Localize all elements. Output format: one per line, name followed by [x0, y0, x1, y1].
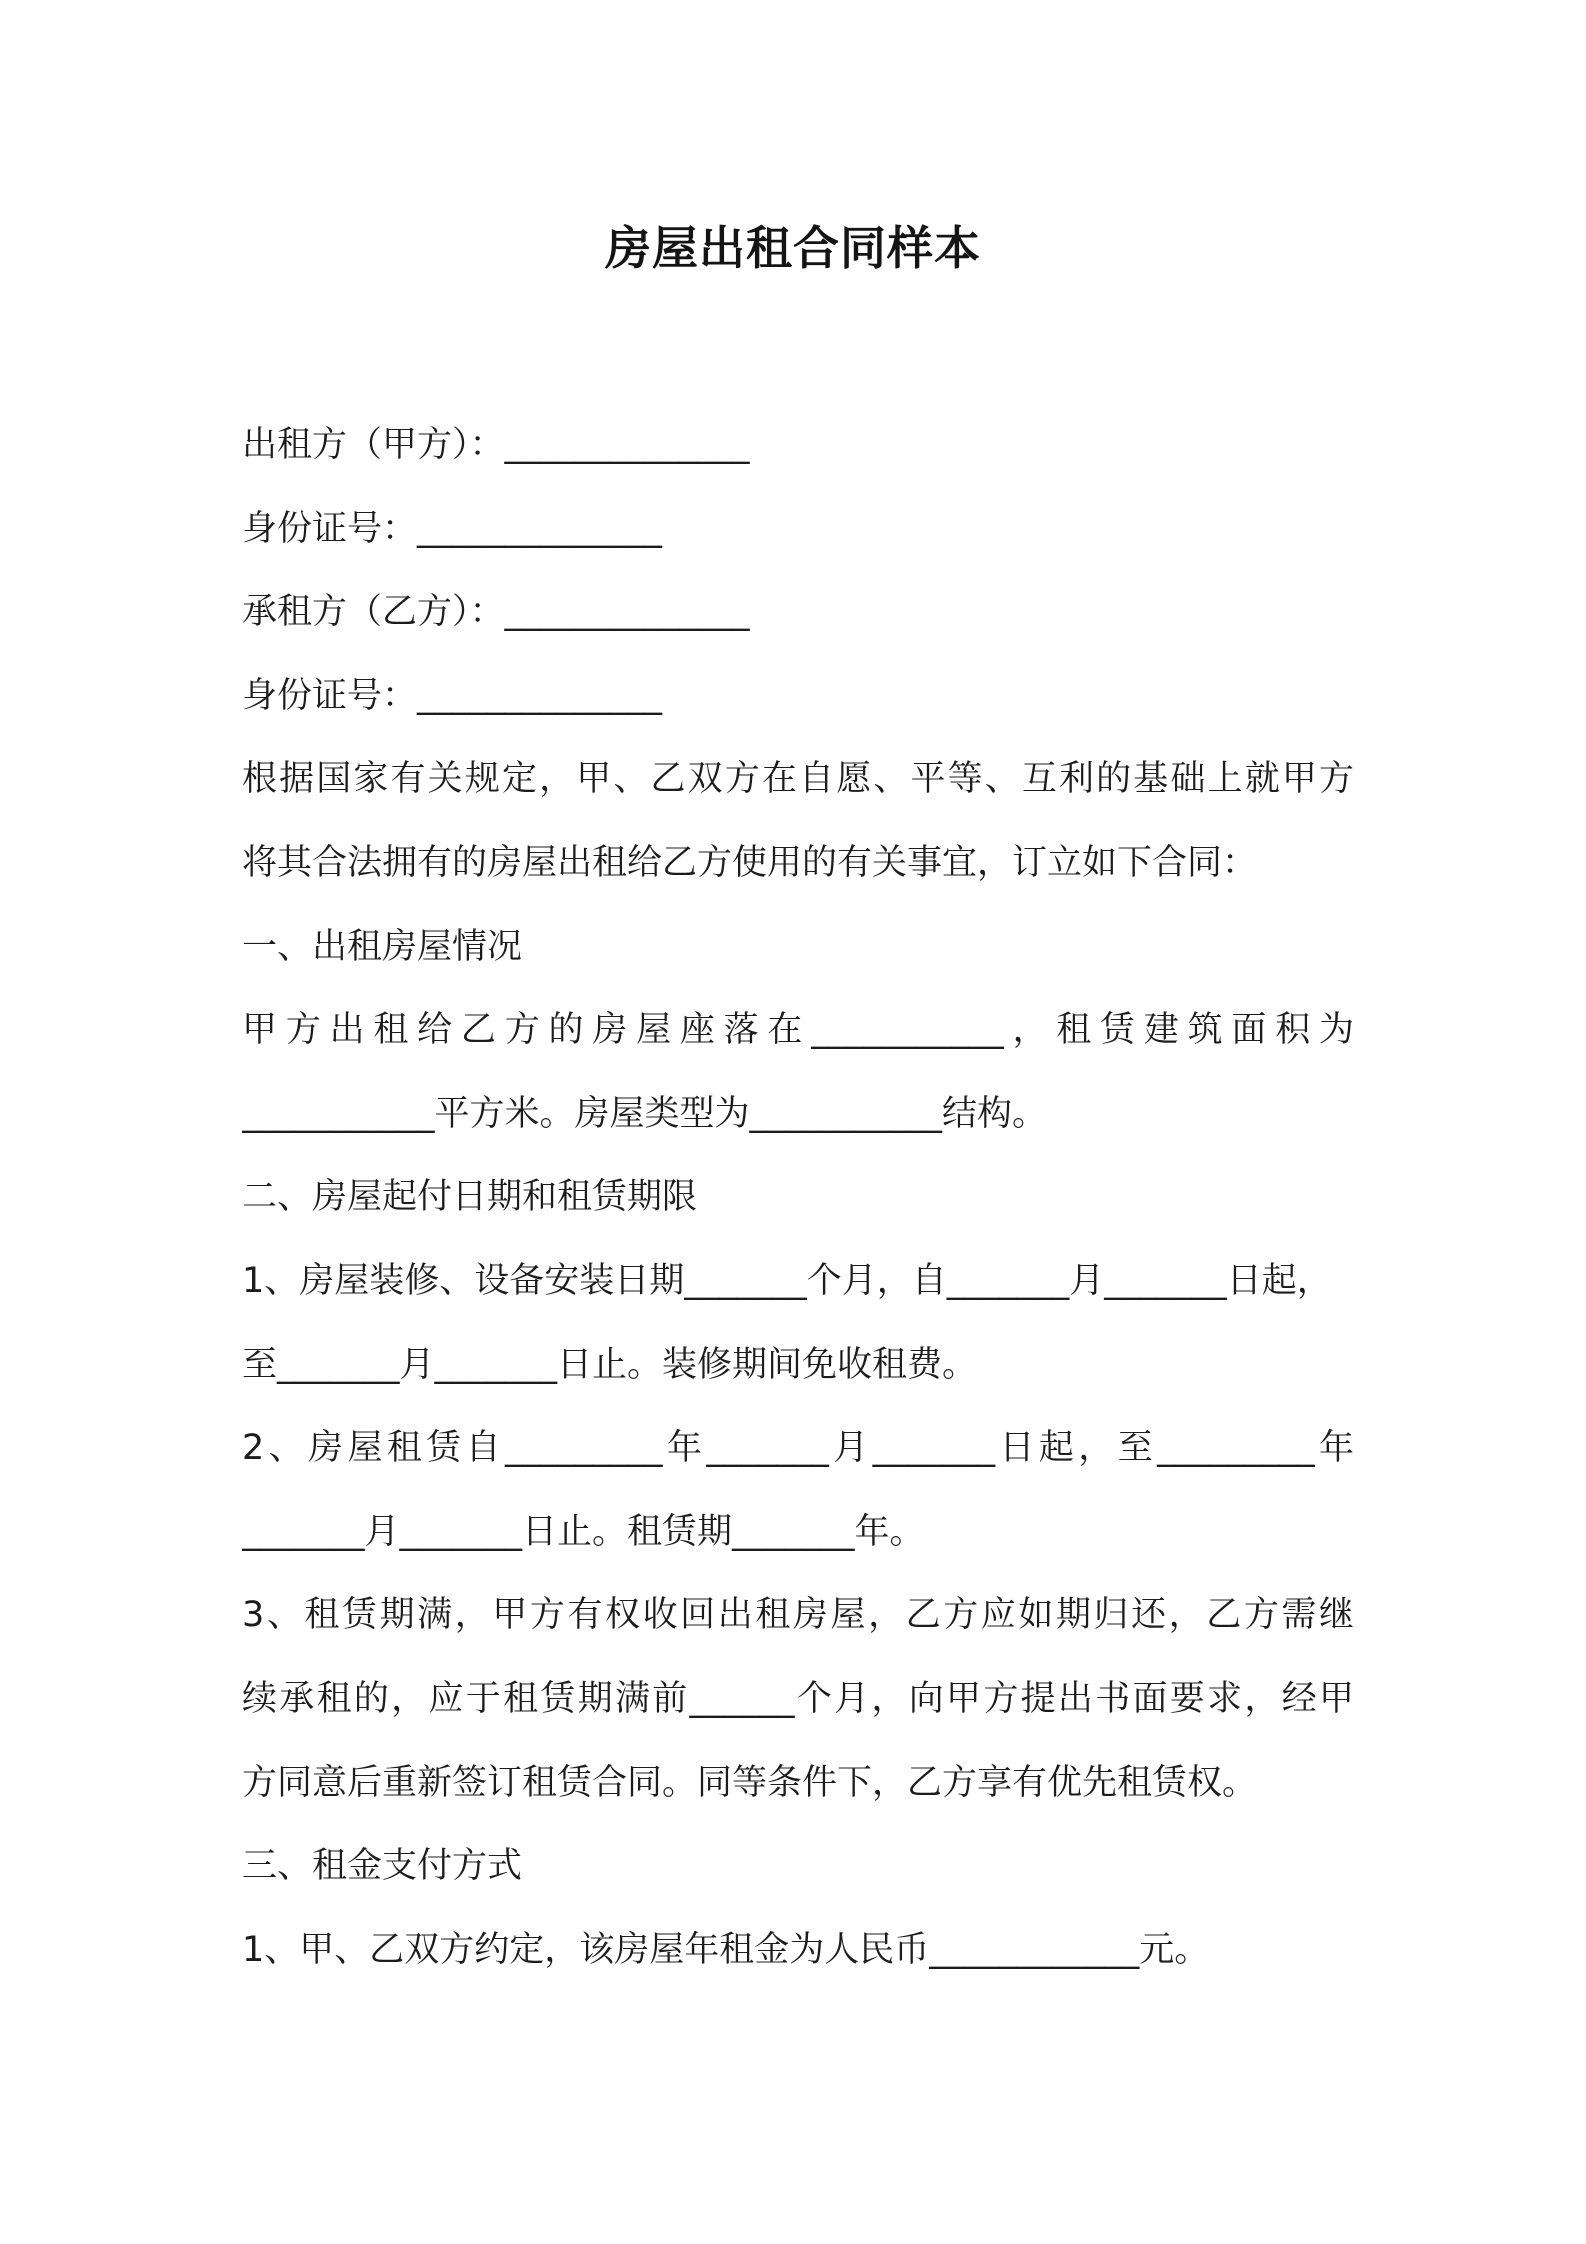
- preamble-line-2: 将其合法拥有的房屋出租给乙方使用的有关事宜，订立如下合同：: [242, 842, 1258, 883]
- document-title: 房屋出租合同样本: [605, 221, 981, 275]
- clause-2-2-line-1: 2、房屋租赁自_________年_______月_______日起，至_________年: [242, 1428, 1354, 1469]
- lessee-line: 承租方（乙方）：______________: [242, 592, 750, 633]
- clause-2-3-line-3: 方同意后重新签订租赁合同。同等条件下，乙方享有优先租赁权。: [242, 1762, 1258, 1803]
- clause-2-3-line-1: 3、租赁期满，甲方有权收回出租房屋，乙方应如期归还，乙方需继: [242, 1595, 1354, 1636]
- section-1-text-line-2: ___________平方米。房屋类型为___________结构。: [242, 1093, 1048, 1134]
- clause-2-3-line-2: 续承租的，应于租赁期满前______个月，向甲方提出书面要求，经甲: [242, 1678, 1354, 1719]
- lessor-line: 出租方（甲方）：______________: [242, 425, 750, 465]
- clause-2-2-line-2: _______月_______日止。租赁期_______年。: [242, 1511, 925, 1552]
- section-1-heading: 一、出租房屋情况: [242, 926, 523, 967]
- preamble-line-1: 根据国家有关规定，甲、乙双方在自愿、平等、互利的基础上就甲方: [242, 759, 1354, 800]
- document-body: [242, 404, 1354, 1992]
- clause-2-1-line-2: 至_______月_______日止。装修期间免收租费。: [242, 1344, 978, 1385]
- section-1-text-line-1: 甲方出租给乙方的房屋座落在___________，租赁建筑面积为: [242, 1010, 1354, 1051]
- section-3-heading: 三、租金支付方式: [242, 1846, 523, 1887]
- clause-2-1-line-1: 1、房屋装修、设备安装日期_______个月，自_______月_______日起，: [242, 1260, 1332, 1301]
- lessee-id-line: 身份证号：______________: [242, 675, 663, 716]
- clause-3-1-line-1: 1、甲、乙双方约定，该房屋年租金为人民币____________元。: [242, 1929, 1210, 1970]
- lessor-id-line: 身份证号：______________: [242, 508, 663, 549]
- section-2-heading: 二、房屋起付日期和租赁期限: [242, 1177, 698, 1218]
